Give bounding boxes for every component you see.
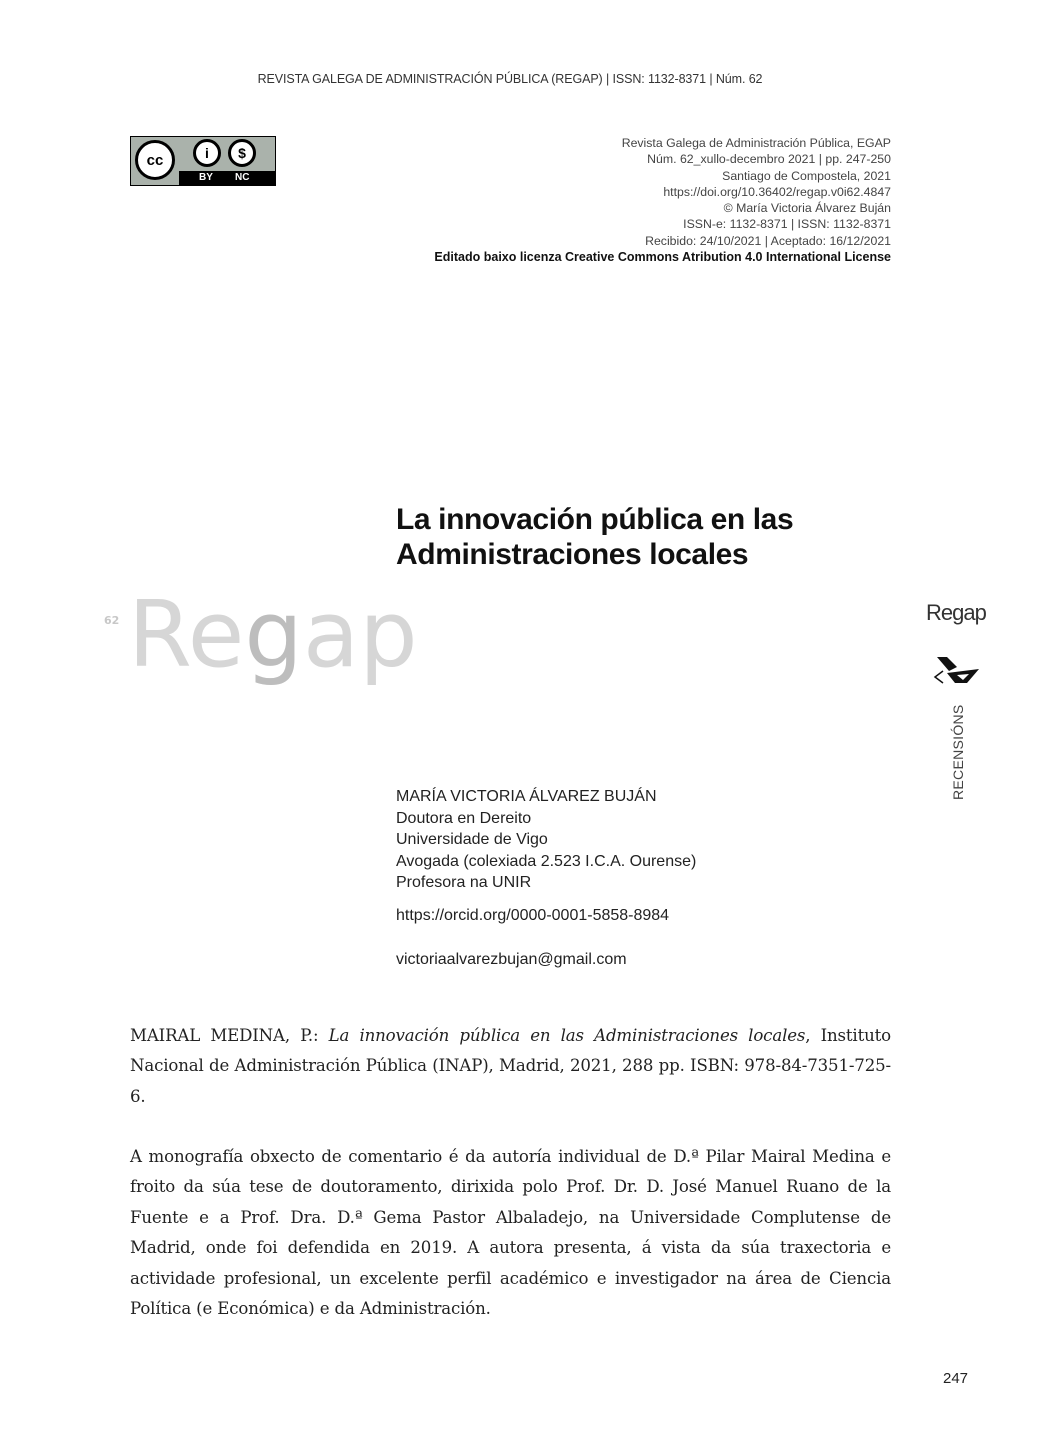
cc-by-nc-icon xyxy=(130,136,276,186)
xunta-logo-icon xyxy=(933,655,981,690)
place-year: Santiago de Compostela, 2021 xyxy=(722,168,891,183)
section-label: RECENSIÓNS xyxy=(950,704,966,800)
logo-part: ap xyxy=(302,581,418,688)
email-link[interactable]: victoriaalvarezbujan@gmail.com xyxy=(396,951,627,968)
regap-small-logo: Regap xyxy=(926,600,986,625)
title-line: Administraciones locales xyxy=(396,538,749,571)
logo-part: Re xyxy=(128,581,245,688)
nc-label: NC xyxy=(235,172,250,183)
issue-number: 62 xyxy=(104,614,120,627)
article-title xyxy=(396,502,793,572)
logo-part: g xyxy=(244,581,303,688)
title-line: La innovación pública en las xyxy=(396,503,794,536)
regap-logo xyxy=(104,581,418,688)
affiliation: Universidade de Vigo xyxy=(396,831,548,848)
affiliation: Doutora en Dereito xyxy=(396,809,532,827)
affiliation: Avogada (colexiada 2.523 I.C.A. Ourense) xyxy=(396,852,697,870)
citation-book-title: La innovación pública en las Administraciones locales xyxy=(328,1026,806,1045)
journal-name: Revista Galega de Administración Pública, EGAP xyxy=(621,136,891,150)
attribution-icon: i xyxy=(193,139,221,167)
cc-icon: cc xyxy=(135,140,175,180)
dates: Recibido: 24/10/2021 | Aceptado: 16/12/2021 xyxy=(645,233,891,248)
affiliation: Profesora na UNIR xyxy=(396,874,532,891)
article-metadata xyxy=(434,135,891,265)
book-citation xyxy=(130,1021,891,1112)
by-label: BY xyxy=(199,172,213,183)
citation-details: , Instituto Nacional de Administración Pública (INAP), Madrid, 2021, 288 pp. ISBN: 978-84-7351-725-6. xyxy=(130,1026,891,1106)
page-number: 247 xyxy=(943,1370,969,1387)
license-line: Editado baixo licenza Creative Commons Atribution 4.0 International License xyxy=(434,250,891,265)
doi-link[interactable]: https://doi.org/10.36402/regap.v0i62.4847 xyxy=(663,184,891,199)
copyright: © María Victoria Álvarez Buján xyxy=(723,201,891,216)
running-head: REVISTA GALEGA DE ADMINISTRACIÓN PÚBLICA (REGAP) | ISSN: 1132-8371 | Núm. 62 xyxy=(257,72,763,86)
author-name: MARÍA VICTORIA ÁLVAREZ BUJÁN xyxy=(396,788,657,805)
body-paragraph: A monografía obxecto de comentario é da autoría individual de D.ª Pilar Mairal Medina e froito da súa tese de doutoramento, dirixida polo Prof. Dr. D. José Manuel Ruano de la Fuente e a Prof. Dra. D.ª Gema Pastor Albaladejo, na Universidade Complutense de Madrid, onde foi defendida en 2019. A autora presenta, á vista da súa traxectoria e actividade profesional, un excelente perfil académico e investigador na área de Ciencia Política (e Económica) e da Administración. xyxy=(130,1147,891,1319)
citation-author: MAIRAL MEDINA, P.: xyxy=(130,1026,329,1045)
issn: ISSN-e: 1132-8371 | ISSN: 1132-8371 xyxy=(683,217,891,232)
orcid-link[interactable]: https://orcid.org/0000-0001-5858-8984 xyxy=(396,906,670,924)
noncommercial-icon: $ xyxy=(228,139,256,167)
issue-pages: Núm. 62_xullo-decembro 2021 | pp. 247-250 xyxy=(647,152,891,167)
author-block xyxy=(396,786,696,971)
